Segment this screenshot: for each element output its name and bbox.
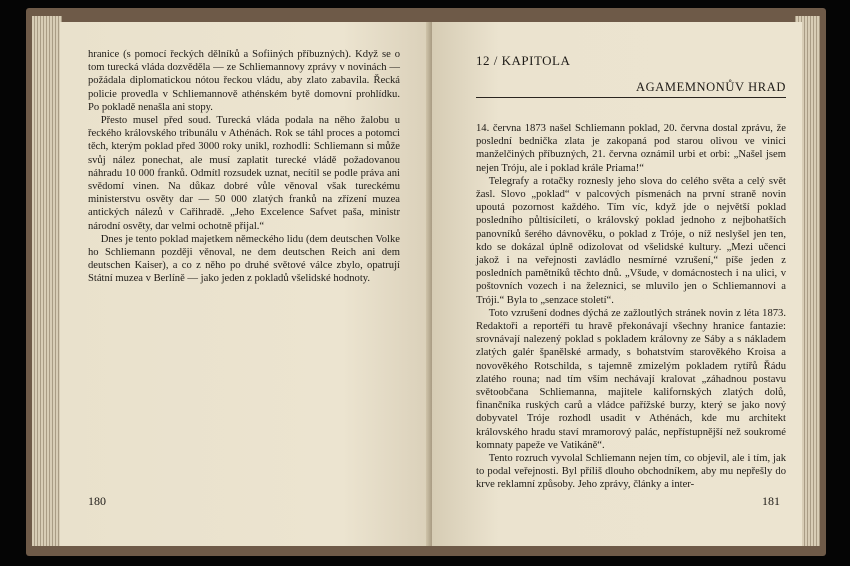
left-page [60,22,436,546]
paragraph: hranice (s pomocí řeckých dělníků a Sofiiných příbuzných). Když se o tom turecká vláda dozvěděla — ze Schliemannovy zprávy v novinách — požádala diplomatickou nótou řeckou vládu, aby zlato zabavila. Řecká policie provedla v Schliemannově athénském bytě domovní prohlídku. Po pokladě nenašla ani stopy. [88,49,400,113]
right-page [432,22,802,546]
heading-rule [476,97,786,98]
paragraph: Tento rozruch vyvolal Schliemann nejen tím, co objevil, ale i tím, jak to podal veřejnosti. Byl příliš dlouho obchodníkem, aby mu nepřešly do krve reklamní způsoby. Jeho zprávy, články a inter- [476,453,786,491]
page-edges-left [32,16,62,546]
right-page-text [476,122,786,492]
paragraph: Toto vzrušení dodnes dýchá ze zažloutlých stránek novin z léta 1873. Redaktoři a reportéři tu hravě překonávají všechny hranice fantazie: srovnávají nalezený poklad s pokladem královny ze Sáby a s nákladem zlatých galér španělské armady, s bohatstvím starověkého Kroisa a novověkého Rotschilda, s tajemně zmizelým pokladem rytířů Řádu zlatého rouna; nad tím vším nechávají kralovat „záhadnou postavu světoobčana Schliemanna, majitele kalifornských zlatých dolů, finančníka ruských carů a vládce pařížské burzy, který se jako nový dobyvatel Tróje rozhodl usadit v Athénách, kde mu architekt královského hradu staví mramorový palác, nepřístupnější než soukromé komnaty papeže ve Vatikáně“. [476,307,786,451]
running-head: 12 / KAPITOLA [476,53,571,68]
left-page-text [88,48,400,286]
paragraph: Přesto musel před soud. Turecká vláda podala na něho žalobu u řeckého královského tribunálu v Athénách. Rok se táhl proces a potomci těch, kterým poklad před 3000 roky unikl, rozhodli: Schliemann si může svůj nález ponechat, ale musí zaplatit turecké vládě požadovanou náhradu 10 000 franků. Odmítl rozsudek uznat, necítil se podle práva ani svědomí vinen. Na důkaz dobré vůle věnoval však tureckému ministerstvu osvěty dar — 50 000 zlatých franků na zřízení muzea antických nálezů v Cařihradě. „Jeho Excelence Safvet paša, ministr národní osvěty, dar velmi ochotně přijal.“ [88,115,400,232]
page-number: 181 [762,494,780,508]
paragraph: Telegrafy a rotačky roznesly jeho slova do celého světa a celý svět žasl. Slovo „poklad“ v palcových písmenách na první straně novin upoutá pozornost každého. Tím víc, když jde o největší poklad posledního půltisíciletí, o královský poklad jednoho z nejbohatších panovníků šerého dávnověku, o poklad z Tróje, o níž neslyšel jen ten, kdo se dokázal úplně odizolovat od všelidské kultury. „Mezi učenci jakož i na veřejnosti zavládlo nesmírné vzrušení,“ píše jeden z posledních pamětníků těchto dnů. „Všude, v domácnostech i na ulici, v poštovních vozech i na železnici, se mluvilo jen o Schliemannovi a Tróji.“ Byla to „senzace století“. [476,175,786,306]
paragraph: 14. června 1873 našel Schliemann poklad, 20. června dostal zprávu, že poslední bednička zlata je zakopaná pod starou olivou ve vinici manželčiných příbuzných, 21. června oznámil urbi et orbi: „Našel jsem nejen Tróju, ale i poklad krále Priama!“ [476,123,786,174]
chapter-title: AGAMEMNONŮV HRAD [636,80,786,94]
page-number: 180 [88,494,106,508]
paragraph: Dnes je tento poklad majetkem německého lidu (dem deutschen Volke ho Schliemann později věnoval, ne dem deutschen Reich ani dem deutschen Kaiser), a co z něho po druhé světové válce zbylo, opatrují Státní muzea v Berlíně — jako jeden z pokladů všelidské hodnoty. [88,233,400,285]
